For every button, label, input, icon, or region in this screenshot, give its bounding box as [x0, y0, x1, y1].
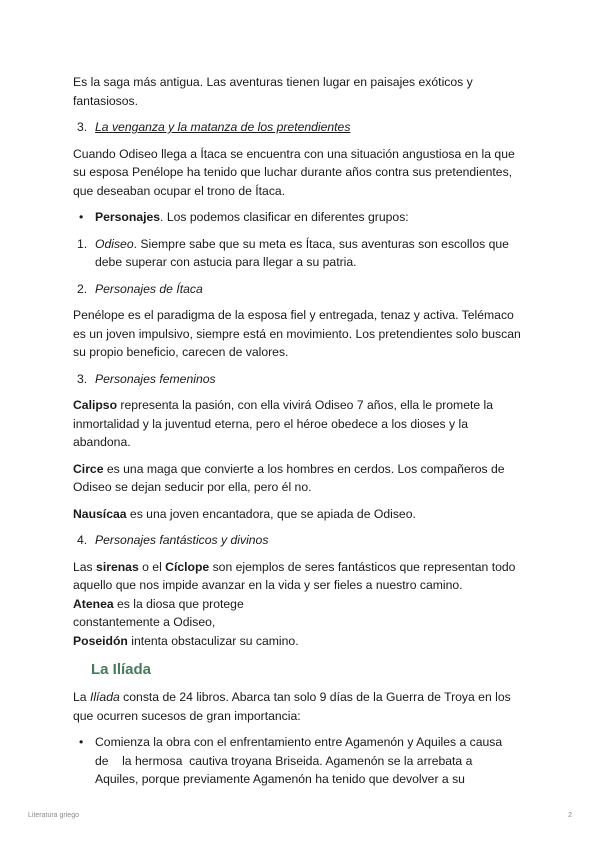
bullet-lines [95, 733, 528, 789]
penelope-paragraph: Penélope es el paradigma de la esposa fiel y entregada, tenaz y activa. Telémaco es un joven impulsivo, siempre está en movimiento. Los pretendientes solo buscan su propio beneficio, carecen de valores. [73, 308, 521, 359]
bullet-line: Aquiles, porque previamente Agamenón ha tenido que devolver a su [95, 772, 465, 786]
paragraph-text: Las [73, 559, 97, 574]
paragraph-text: intenta obstaculizar su camino. [127, 633, 299, 648]
intro-paragraph: Es la saga más antigua. Las aventuras tienen lugar en paisajes exóticos y fantasiosos. [73, 75, 473, 108]
list-item-venganza [73, 118, 528, 137]
atenea-poseidon-lines [73, 595, 528, 651]
list-number: 2. [77, 281, 88, 296]
bold-term: Calipso [73, 398, 118, 412]
calipso-paragraph [73, 396, 528, 452]
list-number: 3. [77, 120, 88, 134]
paragraph-text: es una maga que convierte a los hombres en cerdos. Los compañeros de Odiseo se dejan seducir por ella, pero él no. [73, 461, 505, 494]
list-item-title: Personajes de Ítaca [95, 281, 203, 296]
footer-title: Literatura griego [28, 812, 79, 819]
section-heading: La Ilíada [91, 661, 152, 678]
list-item-text: . Siempre sabe que su meta es Ítaca, sus aventuras son escollos que debe superar con astucia para llegar a su patria. [95, 236, 509, 269]
list-item-odiseo [73, 235, 528, 272]
bullet-text: . Los podemos clasificar en diferentes grupos: [160, 210, 409, 224]
bullet-icon: • [79, 210, 84, 224]
page-number: 2 [568, 812, 572, 819]
list-item-title: Personajes fantásticos y divinos [95, 533, 269, 547]
bullet-personajes [73, 208, 528, 227]
list-item-fantasticos [73, 531, 528, 550]
list-item-femeninos [73, 370, 528, 389]
atenea-line [73, 595, 528, 614]
bold-term: Personajes [95, 210, 161, 224]
paragraph-text: consta de 24 libros. Abarca tan solo 9 días de la Guerra de Troya en los que ocurren sucesos de gran importancia: [73, 690, 511, 723]
paragraph-text: es una joven encantadora, que se apiada de Odiseo. [126, 506, 416, 521]
bold-term: Atenea [73, 596, 114, 611]
paragraph-text: representa la pasión, con ella vivirá Odiseo 7 años, ella le promete la inmortalidad y la juventud eterna, pero el héroe obedece a los dioses y la abandona. [73, 398, 494, 449]
bold-term: Poseidón [73, 633, 128, 648]
paragraph-text: es la diosa que protege [113, 596, 244, 611]
sirenas-paragraph [73, 558, 528, 595]
paragraph-text: son ejemplos de seres fantásticos que representan todo aquello que nos impide avanzar en la vida y ser fieles a nuestro camino. [73, 559, 516, 592]
bullet-icon: • [79, 735, 84, 749]
bold-term: sirenas [96, 559, 139, 574]
poseidon-line [73, 632, 528, 651]
paragraph-text: La [73, 690, 90, 704]
list-number: 3. [77, 371, 88, 386]
bold-term: Circe [73, 461, 104, 476]
bullet-line: Comienza la obra con el enfrentamiento entre Agamenón y Aquiles a causa [95, 735, 503, 749]
circe-paragraph [73, 460, 528, 497]
list-item-title: Personajes femeninos [95, 371, 216, 386]
nausicaa-paragraph [73, 505, 528, 524]
bullet-line: de la hermosa cautiva troyana Briseida. Agamenón se la arrebata a [95, 753, 473, 768]
atenea-line-2: constantemente a Odiseo, [73, 615, 216, 629]
list-number: 1. [77, 236, 88, 251]
italic-term: Odiseo [95, 236, 134, 251]
paragraph-text: o el [138, 559, 166, 574]
bold-term: Nausícaa [73, 506, 127, 521]
odiseo-itaca-paragraph: Cuando Odiseo llega a Ítaca se encuentra con una situación angustiosa en la que su esposa Penélope ha tenido que luchar durante años contra sus pretendientes, que deseaban ocupar el trono de Ítaca. [73, 146, 515, 198]
italic-term: Ilíada [89, 690, 120, 704]
bullet-agamenon [73, 733, 528, 789]
document-page [73, 73, 528, 797]
list-number: 4. [77, 533, 88, 547]
bold-term: Cíclope [165, 559, 210, 574]
list-item-title: La venganza y la matanza de los pretendientes [95, 120, 351, 134]
iliada-paragraph [73, 688, 528, 725]
list-item-itaca [73, 280, 528, 299]
